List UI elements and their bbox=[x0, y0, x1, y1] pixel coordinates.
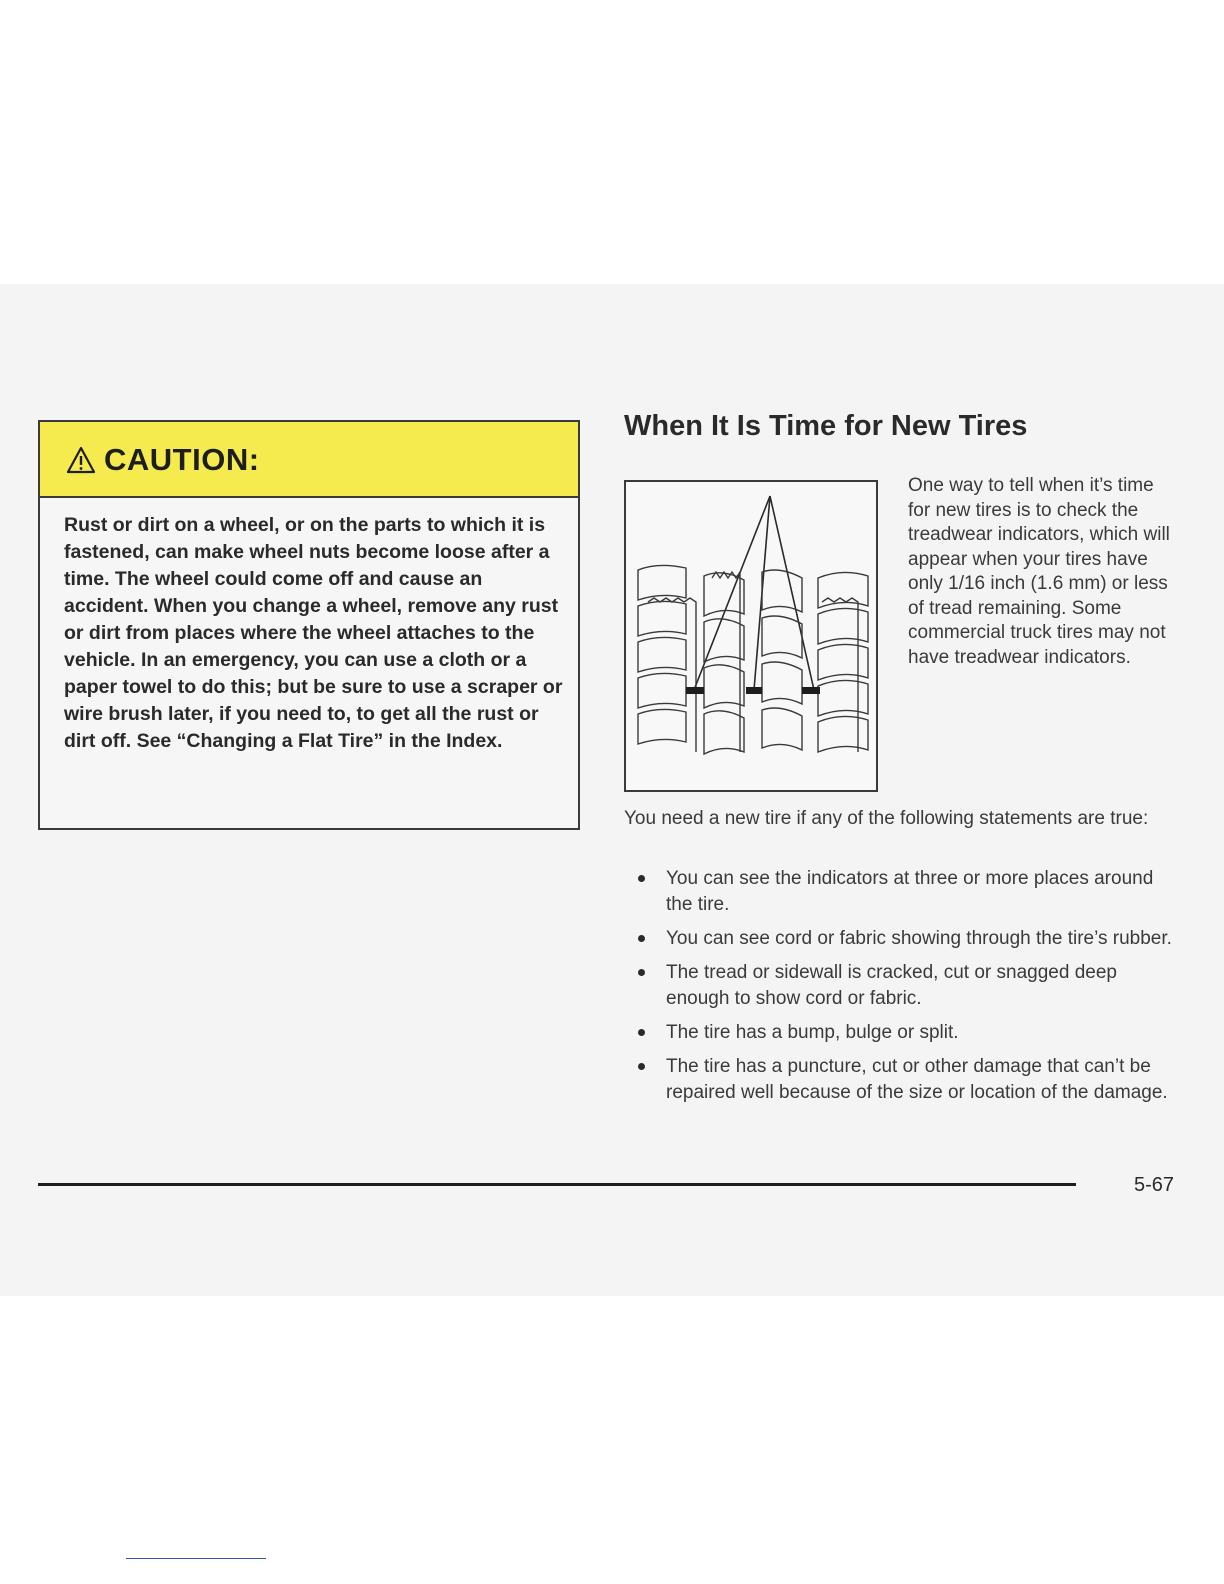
tire-tread-indicator-illustration bbox=[624, 480, 878, 792]
list-item bbox=[636, 1020, 1176, 1046]
caution-header bbox=[40, 422, 578, 498]
list-item bbox=[636, 866, 1176, 918]
requirements-intro: You need a new tire if any of the following statements are true: bbox=[624, 808, 1149, 829]
list-item bbox=[636, 1054, 1176, 1106]
caution-title: CAUTION: bbox=[104, 442, 260, 477]
caution-box bbox=[38, 420, 580, 830]
caution-body: Rust or dirt on a wheel, or on the parts to which it is fastened, can make wheel nuts become loose after a time. The wheel could come off and cause an accident. When you change a wheel, remove any rust or dirt from places where the wheel attaches to the vehicle. In an emergency, you can use a cloth or a paper towel to do this; but be sure to use a scraper or wire brush later, if you need to, to get all the rust or dirt off. See “Changing a Flat Tire” in the Index. bbox=[64, 514, 563, 752]
page-number: 5-67 bbox=[1134, 1174, 1175, 1196]
list-item-text: The tread or sidewall is cracked, cut or snagged deep enough to show cord or fabric. bbox=[666, 962, 1117, 1009]
divider-line bbox=[126, 1558, 266, 1559]
intro-paragraph: One way to tell when it’s time for new tires is to check the treadwear indicators, which will appear when your tires have only 1/16 inch (1.6 mm) or less of tread remaining. Some commercial truck tires may not have treadwear indicators. bbox=[908, 475, 1170, 668]
list-item-text: The tire has a bump, bulge or split. bbox=[666, 1022, 959, 1043]
bullet-icon bbox=[638, 875, 645, 882]
caution-title-row bbox=[66, 442, 260, 478]
bullet-icon bbox=[638, 1029, 645, 1036]
warning-triangle-icon bbox=[66, 446, 96, 474]
footer-rule bbox=[38, 1183, 1076, 1186]
requirements-list bbox=[636, 866, 1176, 1114]
bullet-icon bbox=[638, 935, 645, 942]
bullet-icon bbox=[638, 1063, 645, 1070]
list-item bbox=[636, 926, 1176, 952]
section-title: When It Is Time for New Tires bbox=[624, 410, 1028, 442]
list-item-text: You can see the indicators at three or more places around the tire. bbox=[666, 868, 1154, 915]
list-item bbox=[636, 960, 1176, 1012]
list-item-text: You can see cord or fabric showing through the tire’s rubber. bbox=[666, 928, 1172, 949]
list-item-text: The tire has a puncture, cut or other damage that can’t be repaired well because of the size or location of the damage. bbox=[666, 1056, 1168, 1103]
bullet-icon bbox=[638, 969, 645, 976]
